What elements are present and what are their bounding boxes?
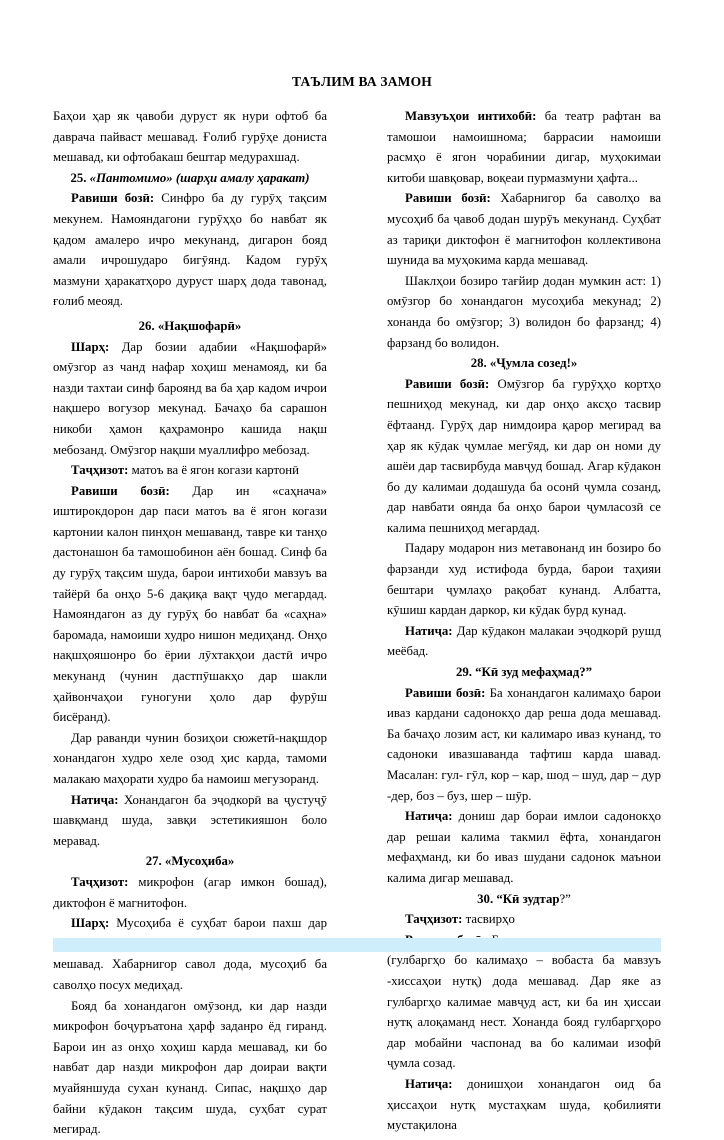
paragraph: Равиши бозӣ: Ба хонандагон калимаҳо барои иваз кардани садонокҳо дар реша дода мешавад. Ба бачаҳо лозим аст, ки калимаро иваз кунанд, то садоноки ивазшаванда тафтиш карда шавад. Масалан: гул- гӯл, кор – кар, шод – шуд, дар – дур -дер, боз – буз, шер – шӯр. (387, 685, 661, 803)
section-heading-26: 26. «Нақшофарӣ» (138, 318, 242, 333)
paragraph: Равиши бозӣ: Омӯзгор ба гурӯҳҳо кортҳо пешниҳод мекунад, ки дар онҳо аксҳо тасвир ёфтаанд. Гурӯҳ дар нимдоира қарор мегирад ва ҳар як кӯдак ҷумлае мегӯяд, ки дар он номи ду ашёи дар тасвирбуда мавҷуд бошад. Агар кӯдакон бо ду калимаи додашуда ба осонӣ ҷумла созанд, дар навбати оянда ба онҳо барои ҷумласозӣ се калима пешниҳод мегардад. (387, 376, 662, 535)
paragraph: Мавзуъҳои интихобӣ: ба театр рафтан ва тамошои намоишнома; баррасии намоиши расмҳо ё ягон чорабинии дигар, муҳокимаи китоби шавқовар, воқеаи пурмазмуни ҳафта... (387, 109, 661, 185)
paragraph: Шарҳ: Дар бозии адабии «Нақшофарӣ» омӯзгор аз чанд нафар хоҳиш менамояд, ки ба назди тахтаи синф бароянд ва ба ҳар кадом ичрои нақшеро вогузор мекунад. Бачаҳо ба сарашон никоби ҳамон қаҳрамонро кашида нақш мебозанд. Омӯзгор нақши муаллифро мебозад. (53, 339, 327, 457)
paragraph: Равиши бозӣ: Синфро ба ду гурӯҳ тақсим мекунем. Намояндагони гурӯҳҳо бо навбат як қадом амалеро ичро мекунанд, дигарон бояд амали ичрошударо бигӯянд. Кадом гурӯҳ мазмуни ҳаракатҳоро дуруст шарҳ дода тавонад, ғолиб меояд. (53, 191, 327, 309)
paragraph: Шарҳ: Мусоҳиба ё суҳбат барои пахш дар мешавад. Хабарнигор савол дода, мусоҳиб ба саволҳо посух медиҳад. (53, 916, 327, 992)
section-heading-27: 27. «Мусоҳиба» (145, 854, 235, 869)
right-column (387, 106, 661, 1136)
paragraph: Бояд ба хонандагон омӯзонд, ки дар назди микрофон боҷуръатона ҳарф заданро ёд гиранд. Барои ин аз онҳо хоҳиш карда мешавад, ки бо навбат дар назди микрофон дар доираи вақти муайяншуда сухан кунанд. Сипас, нақшҳо дар байни кӯдакон тақсим шуда, суҳбат сурат мегирад. (53, 998, 327, 1137)
paragraph: Таҷҳизот: тасвирҳо (405, 912, 515, 927)
paragraph: Таҷҳизот: микрофон (агар имкон бошад), диктофон ё магнитофон. (53, 874, 327, 910)
paragraph: Натиҷа: Хонандагон ба эҷодкорӣ ва ҷустуҷӯ шавқманд шуда, завқи эстетикияшон боло меравад. (53, 792, 327, 848)
page-header: ТАЪЛИМ ВА ЗАМОН (292, 74, 432, 89)
paragraph: Равиши бозӣ: Хабарнигор ба саволҳо ва мусоҳиб ба ҷавоб додан шурӯъ мекунанд. Суҳбат аз тариқи диктофон ё магнитофон коллективона шунида ва муҳокима карда мешавад. (387, 191, 662, 268)
left-column (53, 106, 327, 1140)
paragraph: (гулбаргҳо бо калимаҳо – вобаста ба мавзуъ -хиссаҳои нутқ) дода мешавад. Дар яке аз гулбаргҳо калимае мавҷуд аст, ки ба ин ҳиссаи нутқ алоқаманд нест. Хонанда бояд гулбаргҳоро дар мобайни часпонад ва бо калимаи изофӣ ҷумла созад. (387, 953, 661, 1071)
paragraph: Натиҷа: дониш дар бораи имлои садонокҳо дар решаи калима такмил ёфта, хонандагон мефаҳманд, ки бо иваз шудани садонок маънои калима дигар мешавад. (387, 809, 661, 885)
section-heading-30: 30. “Кӣ зудтар?” (477, 891, 571, 906)
section-heading-28: 28. «Ҷумла созед!» (470, 356, 578, 371)
paragraph: Баҳои ҳар як ҷавоби дуруст як нури офтоб ба даврача пайваст мешавад. Ғолиб гурӯҳе дониста мешавад, ки офтобакаш бештар медурахшад. (53, 109, 327, 165)
section-heading-29: 29. “Кӣ зуд мефаҳмад?” (455, 665, 593, 680)
paragraph: Равиши бозӣ: Дар ин «саҳнача» иштирокдорон дар паси матоъ ва ё ягон когази картонии калон пинҳон мешаванд, тавре ки танҳо дастонашон ба тамошобинон аён бошад. Синф ба ду гурӯҳ тақсим шуда, барои интихоби мавзуъ ва тайёрӣ ба онҳо 5-6 дақиқа вақт ҷудо мегардад. Намояндагон аз ду гурӯҳ бо навбат ба «саҳна» баромада, намоиши худро нишон медиҳанд. Онҳо нақшҳояшонро бо ёрии лӯхтакҳои дастӣ ичро мекунанд (чунин дастпӯшакҳо дар шакли ҳайвончаҳои гуногуни ҳоло дар фурӯш бисёранд). (53, 483, 328, 725)
section-heading-25: 25. «Пантомимо» (шарҳи амалу ҳаракат) (70, 170, 310, 185)
paragraph: Шаклҳои бозиро тағйир додан мумкин аст: 1) омӯзгор бо хонандагон мусоҳиба мекунад; 2) хонанда бо омӯзгор; 3) волидон бо фарзанд; 4) фарзанд бо волидон. (387, 273, 661, 350)
paragraph: Натиҷа: Дар кӯдакон малакаи эҷодкорӣ рушд меёбад. (387, 623, 661, 659)
paragraph: Падару модарон низ метавонанд ин бозиро бо фарзанди худ истифода бурда, барои таҳияи бештари ҷумлаҳо рақобат кунанд. Албатта, кӯшиш кардан даркор, ки кӯдак бурд кунад. (387, 541, 661, 618)
paragraph: Дар раванди чунин бозиҳои сюжетӣ-нақшдор хонандагон худро хеле озод ҳис карда, тамоми малакаю маҳорати худро ба намоиш мегузоранд. (53, 730, 327, 786)
paragraph: Натиҷа: донишҳои хонандагон оид ба ҳиссаҳои нутқ мустаҳкам шуда, қобилияти мустақилона (387, 1076, 661, 1133)
paragraph: Таҷҳизот: матоъ ва ё ягон когази картонӣ (71, 463, 299, 478)
footer-bar (53, 938, 661, 952)
